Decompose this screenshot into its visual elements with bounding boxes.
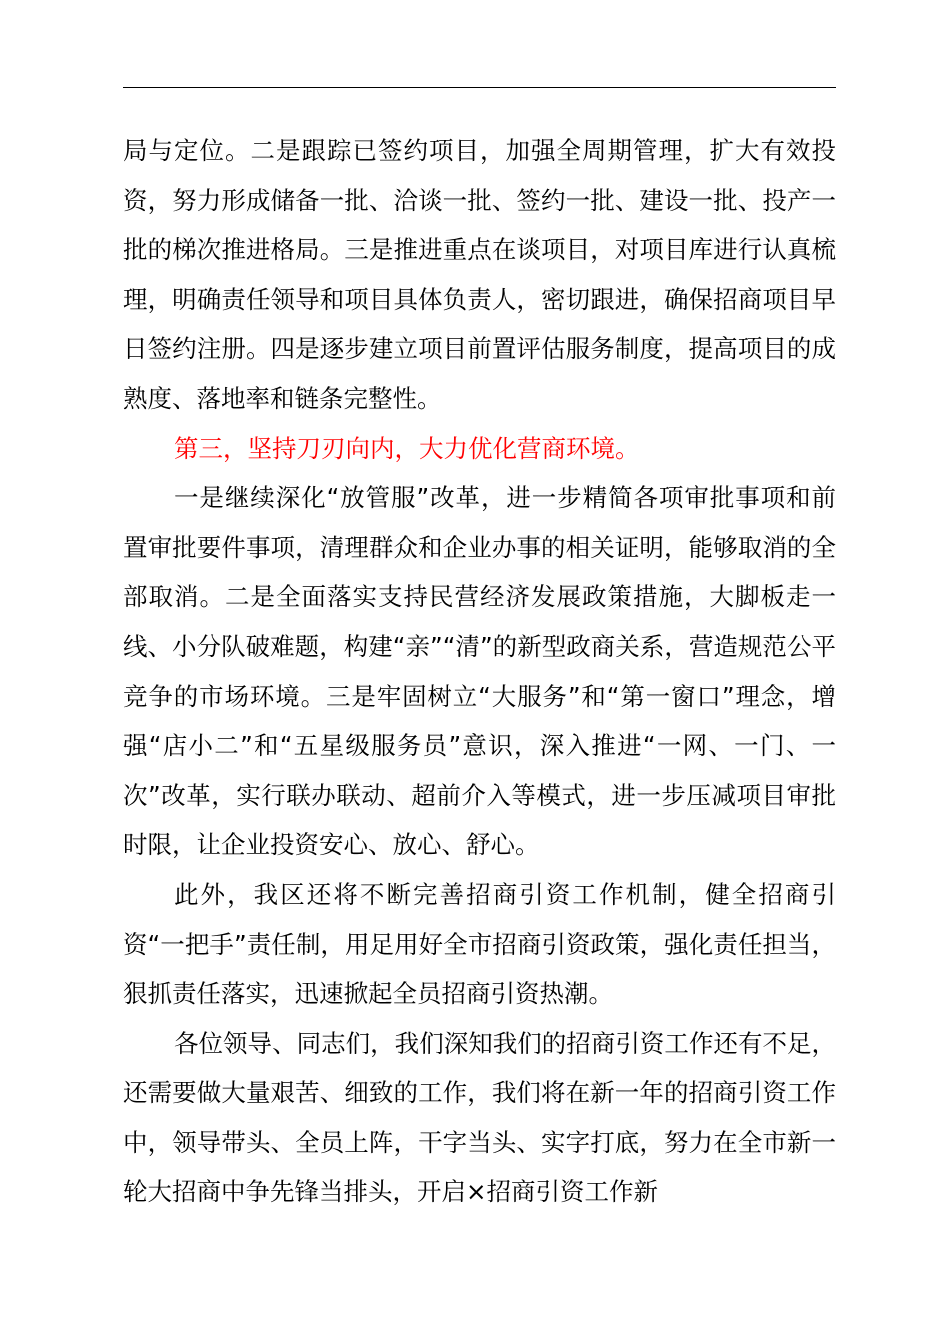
section-heading-third: 第三，坚持刀刃向内，大力优化营商环境。	[174, 433, 640, 463]
paragraph-mechanism: 此外，我区还将不断完善招商引资工作机制，健全招商引资“一把手”责任制，用足用好全市招商引资政策，强化责任担当，狠抓责任落实，迅速掀起全员招商引资热潮。	[123, 879, 836, 1009]
paragraph-continuation: 局与定位。二是跟踪已签约项目，加强全周期管理，扩大有效投资，努力形成储备一批、洽谈一批、签约一批、建设一批、投产一批的梯次推进格局。三是推进重点在谈项目，对项目库进行认真梳理，明确责任领导和项目具体负责人，密切跟进，确保招商项目早日签约注册。四是逐步建立项目前置评估服务制度，提高项目的成熟度、落地率和链条完整性。	[123, 136, 836, 413]
paragraph-business-environment: 一是继续深化“放管服”改革，进一步精简各项审批事项和前置审批要件事项，清理群众和企业办事的相关证明，能够取消的全部取消。二是全面落实支持民营经济发展政策措施，大脚板走一线、小分队破难题，构建“亲”“清”的新型政商关系，营造规范公平竞争的市场环境。三是牢固树立“大服务”和“第一窗口”理念，增强“店小二”和“五星级服务员”意识，深入推进“一网、一门、一次”改革，实行联办联动、超前介入等模式，进一步压减项目审批时限，让企业投资安心、放心、舒心。	[123, 483, 836, 860]
paragraph-closing: 各位领导、同志们，我们深知我们的招商引资工作还有不足，还需要做大量艰苦、细致的工作，我们将在新一年的招商引资工作中，领导带头、全员上阵，干字当头、实字打底，努力在全市新一轮大招商中争先锋当排头，开启×招商引资工作新	[123, 1028, 836, 1207]
document-body	[123, 126, 836, 1217]
header-rule	[123, 87, 836, 88]
